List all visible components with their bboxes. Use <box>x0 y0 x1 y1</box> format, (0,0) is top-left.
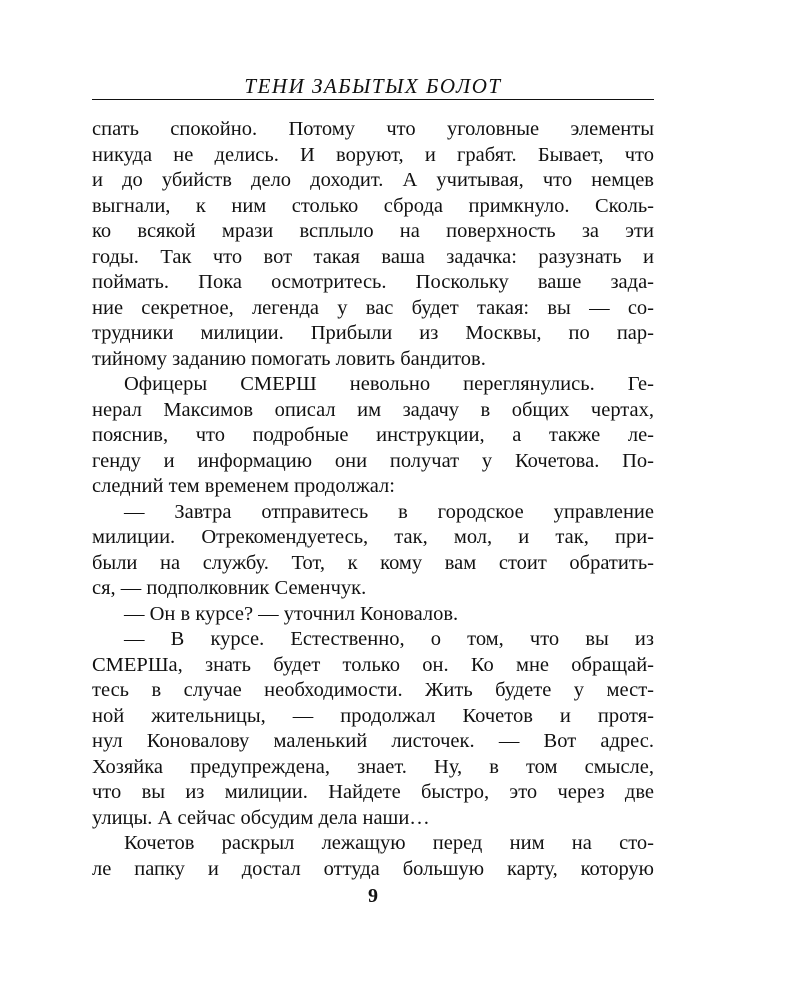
text-line: улицы. А сейчас обсудим дела наши… <box>92 806 430 829</box>
body-text <box>92 117 654 882</box>
text-line: СМЕРШа, знать будет только он. Ко мне обращай- <box>92 653 654 676</box>
text-line: трудники милиции. Прибыли из Москвы, по пар- <box>92 322 654 344</box>
text-line: ко всякой мрази всплыло на поверхность за эти <box>92 220 654 242</box>
text-line: ние секретное, легенда у вас будет такая: вы — со- <box>92 296 654 319</box>
text-line: поймать. Пока осмотритесь. Поскольку ваше зада- <box>92 271 654 293</box>
text-line: генду и информацию они получат у Кочетова. По- <box>92 449 654 472</box>
text-line: нерал Максимов описал им задачу в общих чертах, <box>92 398 654 421</box>
text-line: нул Коновалову маленький листочек. — Вот адрес. <box>92 730 654 752</box>
text-line: никуда не делись. И воруют, и грабят. Бывает, что <box>92 143 654 166</box>
text-line: тесь в случае необходимости. Жить будете у мест- <box>92 679 654 701</box>
page-number: 9 <box>368 885 378 907</box>
text-line: и до убийств дело доходит. А учитывая, что немцев <box>92 169 654 191</box>
text-line: тийному заданию помогать ловить бандитов. <box>92 347 486 370</box>
text-line: Хозяйка предупреждена, знает. Ну, в том смысле, <box>92 755 654 778</box>
text-line: — В курсе. Естественно, о том, что вы из <box>124 628 654 650</box>
running-head: ТЕНИ ЗАБЫТЫХ БОЛОТ <box>244 74 502 98</box>
text-line: ся, — подполковник Семенчук. <box>92 577 367 599</box>
text-line: были на службу. Тот, к кому вам стоит обратить- <box>92 551 654 574</box>
text-line: годы. Так что вот такая ваша задачка: разузнать и <box>92 245 654 268</box>
text-line: выгнали, к ним столько сброда примкнуло. Сколь- <box>92 194 654 217</box>
text-line: пояснив, что подробные инструкции, а также ле- <box>92 424 654 446</box>
text-line: — Он в курсе? — уточнил Коновалов. <box>124 602 459 625</box>
text-line: Офицеры СМЕРШ невольно переглянулись. Ге- <box>124 373 654 395</box>
text-line: следний тем временем продолжал: <box>92 475 395 497</box>
text-line: милиции. Отрекомендуетесь, так, мол, и так, при- <box>92 526 654 548</box>
text-line: спать спокойно. Потому что уголовные элементы <box>92 118 654 140</box>
text-line: ле папку и достал оттуда большую карту, которую <box>92 857 654 880</box>
text-line: что вы из милиции. Найдете быстро, это через две <box>92 781 654 803</box>
text-line: ной жительницы, — продолжал Кочетов и протя- <box>92 704 654 727</box>
text-line: Кочетов раскрыл лежащую перед ним на сто- <box>124 832 654 854</box>
header-rule <box>92 99 654 100</box>
text-line: — Завтра отправитесь в городское управление <box>124 500 654 523</box>
